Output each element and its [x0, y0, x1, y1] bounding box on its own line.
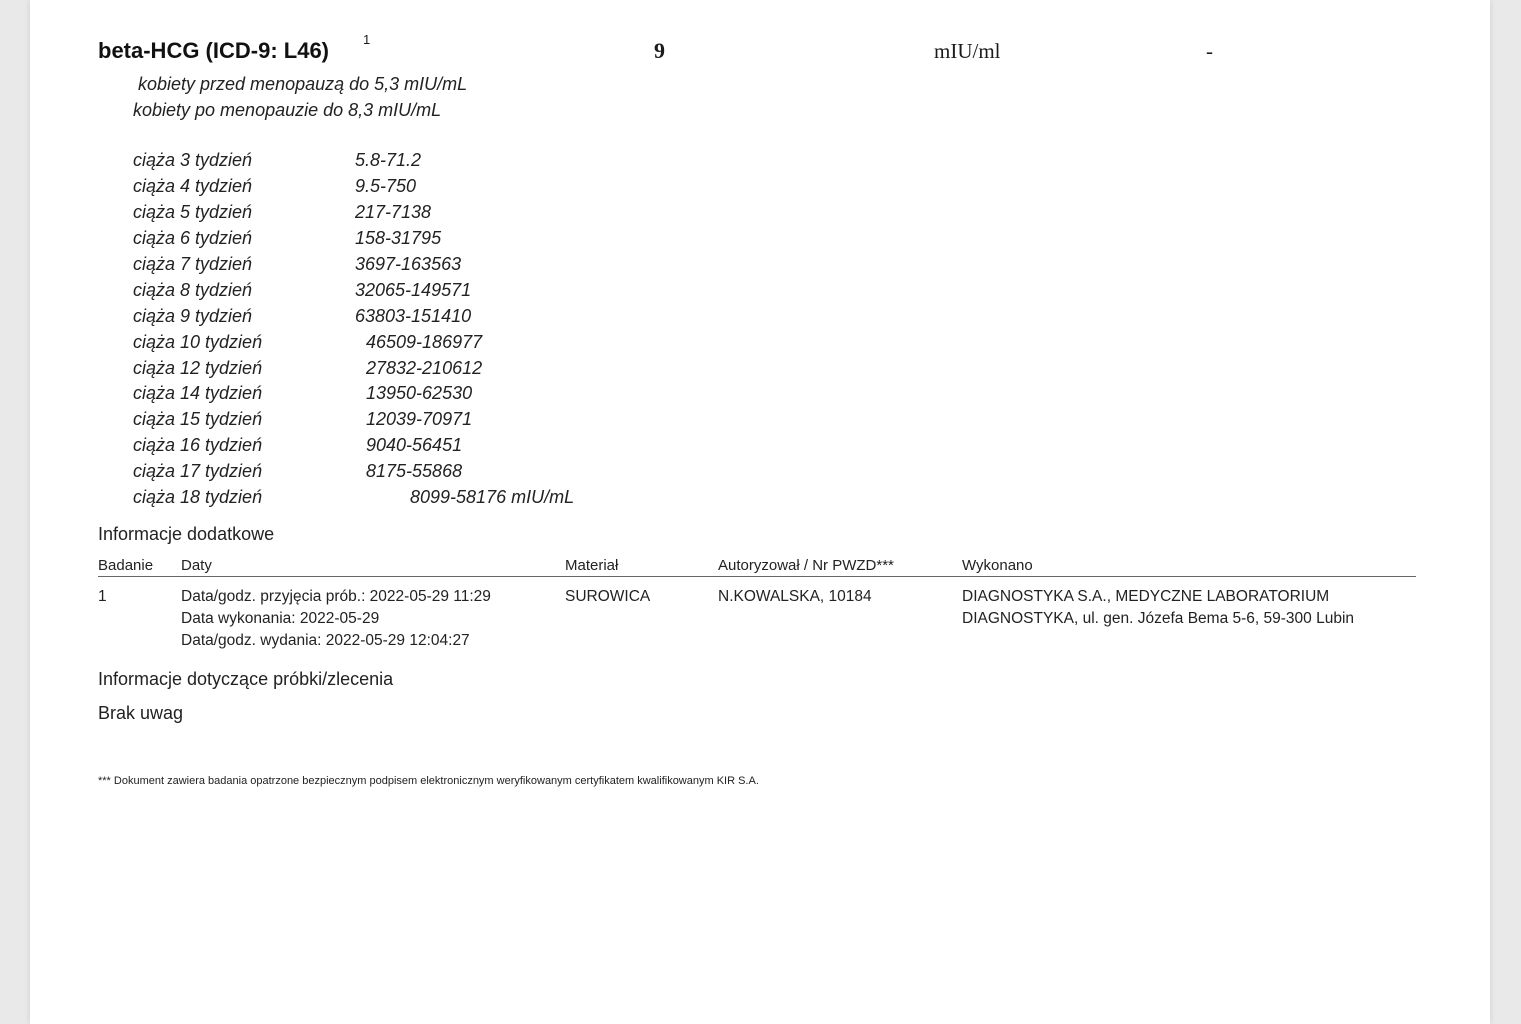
pregnancy-week-range: 63803-151410 [355, 306, 472, 326]
sample-remarks: Brak uwag [98, 703, 184, 723]
pregnancy-week-label: ciąża 4 tydzień [133, 176, 253, 196]
document-page [30, 0, 1490, 1024]
cell-date-issued: Data/godz. wydania: 2022-05-29 12:04:27 [181, 632, 470, 649]
pregnancy-week-label: ciąża 14 tydzień [133, 383, 263, 403]
ref-postmenopause: kobiety po menopauzie do 8,3 mIU/mL [133, 100, 442, 120]
additional-info-title: Informacje dodatkowe [98, 524, 275, 544]
pregnancy-week-range: 13950-62530 [366, 383, 473, 403]
pregnancy-week-label: ciąża 15 tydzień [133, 409, 263, 429]
table-header-divider [98, 576, 1416, 577]
pregnancy-week-label: ciąża 9 tydzień [133, 306, 253, 326]
cell-material: SUROWICA [565, 588, 651, 605]
cell-badanie: 1 [98, 588, 107, 605]
pregnancy-week-label: ciąża 3 tydzień [133, 150, 253, 170]
pregnancy-week-label: ciąża 17 tydzień [133, 461, 263, 481]
cell-performed-by-line2: DIAGNOSTYKA, ul. gen. Józefa Bema 5-6, 59-300 Lubin [962, 610, 1355, 627]
cell-date-received: Data/godz. przyjęcia prób.: 2022-05-29 11:29 [181, 588, 491, 605]
pregnancy-week-label: ciąża 6 tydzień [133, 228, 253, 248]
header-badanie: Badanie [98, 557, 154, 574]
pregnancy-week-label: ciąża 7 tydzień [133, 254, 253, 274]
cell-performed-by-line1: DIAGNOSTYKA S.A., MEDYCZNE LABORATORIUM [962, 588, 1330, 605]
pregnancy-week-range: 5.8-71.2 [355, 150, 422, 170]
test-unit: mIU/ml [934, 39, 1001, 63]
pregnancy-week-range: 217-7138 [355, 202, 432, 222]
signature-footnote: *** Dokument zawiera badania opatrzone bezpiecznym podpisem elektronicznym weryfikowanym certyfikatem kwalifikowanym KIR S.A. [98, 775, 759, 787]
cell-date-performed: Data wykonania: 2022-05-29 [181, 610, 380, 627]
pregnancy-week-range: 158-31795 [355, 228, 442, 248]
pregnancy-week-label: ciąża 16 tydzień [133, 435, 263, 455]
header-daty: Daty [181, 557, 212, 574]
test-name: beta-HCG (ICD-9: L46) [98, 38, 330, 63]
cell-authorized-by: N.KOWALSKA, 10184 [718, 588, 872, 605]
pregnancy-week-range: 8175-55868 [366, 461, 463, 481]
header-autoryzowal: Autoryzował / Nr PWZD*** [718, 557, 894, 574]
pregnancy-week-label: ciąża 8 tydzień [133, 280, 253, 300]
header-material: Materiał [565, 557, 619, 574]
pregnancy-week-range: 3697-163563 [355, 254, 462, 274]
test-value: 9 [654, 38, 665, 63]
pregnancy-week-label: ciąża 18 tydzień [133, 487, 263, 507]
pregnancy-week-range: 8099-58176 mIU/mL [410, 487, 575, 507]
ref-premenopause: kobiety przed menopauzą do 5,3 mIU/mL [138, 74, 468, 94]
pregnancy-week-range: 9040-56451 [366, 435, 463, 455]
pregnancy-week-range: 32065-149571 [355, 280, 472, 300]
pregnancy-week-label: ciąża 12 tydzień [133, 358, 263, 378]
sample-info-title: Informacje dotyczące próbki/zlecenia [98, 669, 394, 689]
test-footnote-mark: 1 [363, 32, 371, 47]
pregnancy-week-range: 12039-70971 [366, 409, 473, 429]
header-wykonano: Wykonano [962, 557, 1033, 574]
pregnancy-week-range: 9.5-750 [355, 176, 417, 196]
pregnancy-week-range: 27832-210612 [366, 358, 483, 378]
pregnancy-week-label: ciąża 5 tydzień [133, 202, 253, 222]
pregnancy-week-label: ciąża 10 tydzień [133, 332, 263, 352]
pregnancy-week-range: 46509-186977 [366, 332, 483, 352]
test-flag: - [1206, 39, 1213, 63]
